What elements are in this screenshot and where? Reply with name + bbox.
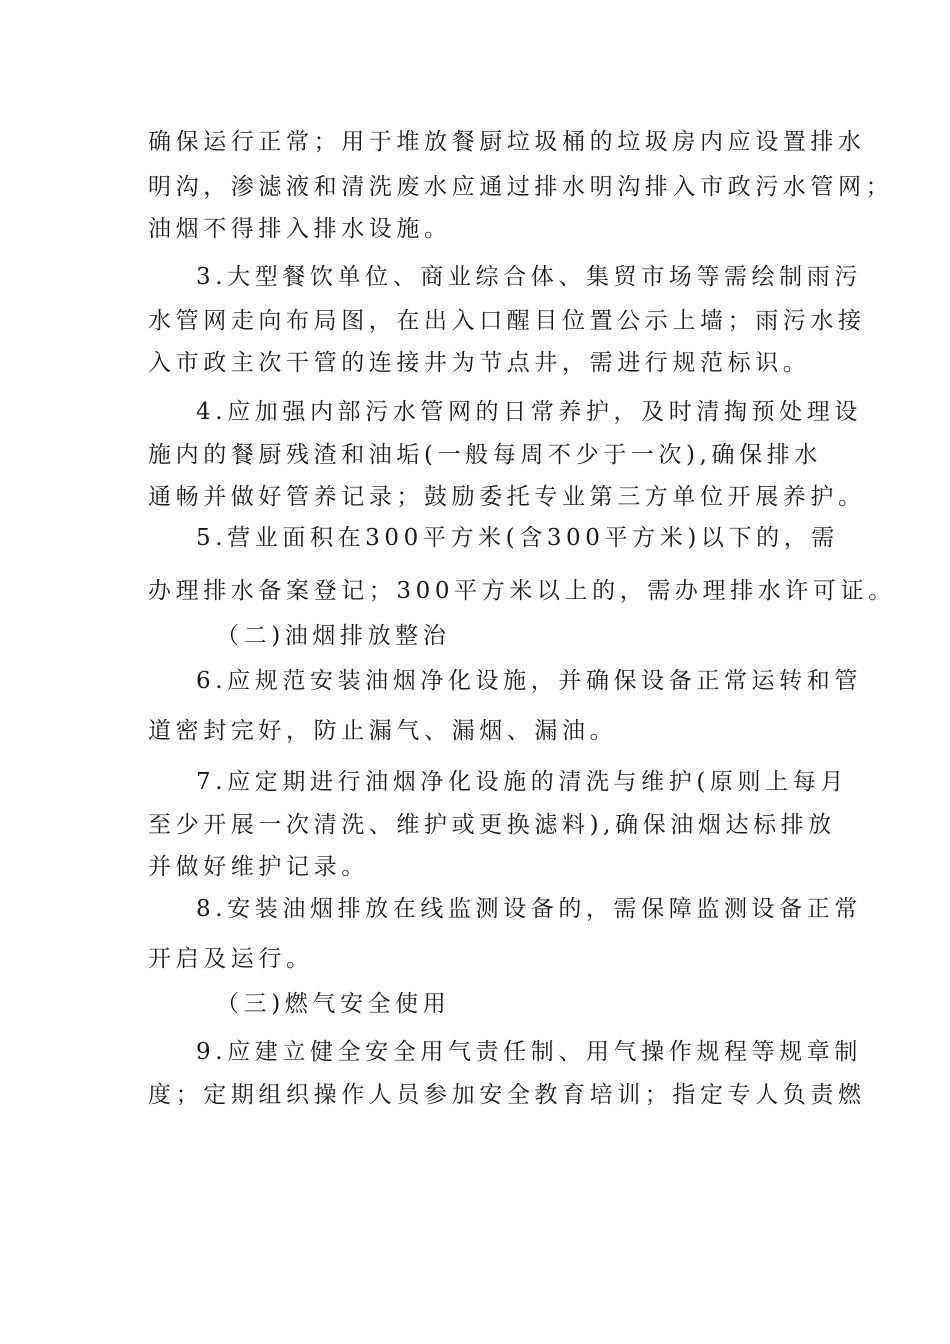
text-line: 7.应定期进行油烟净化设施的清洗与维护(原则上每月 <box>196 769 848 795</box>
section-heading: （三)燃气安全使用 <box>216 991 451 1017</box>
text-line: 6.应规范安装油烟净化设施，并确保设备正常运转和管 <box>196 668 862 694</box>
text-line: 5.营业面积在300平方米(含300平方米)以下的，需 <box>196 525 839 551</box>
section-heading: （二)油烟排放整治 <box>216 623 451 649</box>
text-line: 4.应加强内部污水管网的日常养护，及时清掏预处理设 <box>196 399 862 425</box>
text-line: 开启及运行。 <box>148 946 314 972</box>
text-line: 至少开展一次清洗、维护或更换滤料),确保油烟达标排放 <box>148 812 836 838</box>
text-line: 度；定期组织操作人员参加安全教育培训；指定专人负责燃 <box>148 1082 866 1108</box>
text-line: 9.应建立健全安全用气责任制、用气操作规程等规章制 <box>196 1039 862 1065</box>
text-line: 明沟，渗滤液和清洗废水应通过排水明沟排入市政污水管网； <box>148 174 894 200</box>
text-line: 3.大型餐饮单位、商业综合体、集贸市场等需绘制雨污 <box>196 264 862 290</box>
text-line: 办理排水备案登记；300平方米以上的，需办理排水许可证。 <box>148 578 896 604</box>
text-line: 入市政主次干管的连接井为节点井，需进行规范标识。 <box>148 350 811 376</box>
text-line: 并做好维护记录。 <box>148 854 369 880</box>
text-line: 施内的餐厨残渣和油垢(一般每周不少于一次),确保排水 <box>148 442 822 468</box>
text-line: 水管网走向布局图，在出入口醒目位置公示上墙；雨污水接 <box>148 308 866 334</box>
text-line: 确保运行正常；用于堆放餐厨垃圾桶的垃圾房内应设置排水 <box>148 129 866 155</box>
text-line: 通畅并做好管养记录；鼓励委托专业第三方单位开展养护。 <box>148 484 866 510</box>
text-line: 油烟不得排入排水设施。 <box>148 216 452 242</box>
text-line: 道密封完好，防止漏气、漏烟、漏油。 <box>148 718 618 744</box>
text-line: 8.安装油烟排放在线监测设备的，需保障监测设备正常 <box>196 896 862 922</box>
